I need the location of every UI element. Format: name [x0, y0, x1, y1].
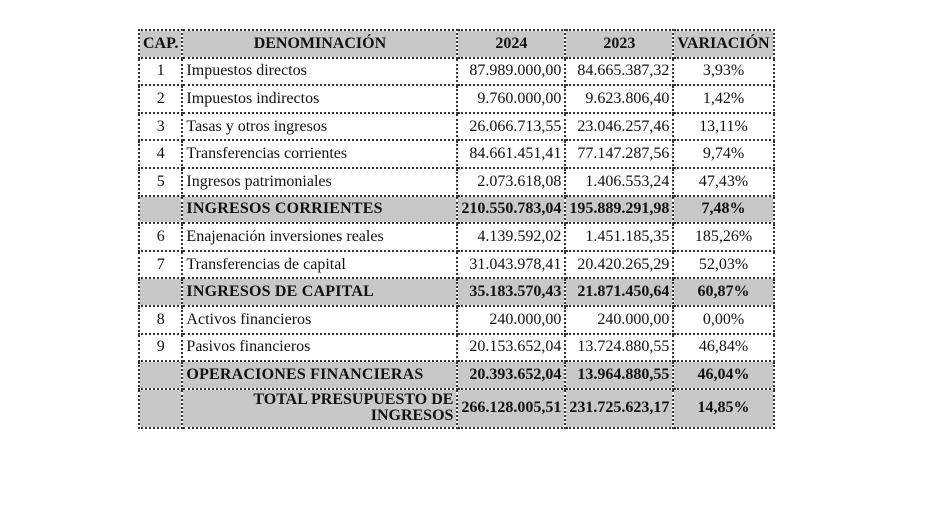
cell-denominacion: Enajenación inversiones reales [182, 223, 457, 251]
cell-2023: 21.871.450,64 [565, 278, 673, 306]
cell-2024: 266.128.005,51 [457, 389, 565, 428]
budget-income-table [138, 29, 775, 429]
cell-2024: 87.989.000,00 [457, 58, 565, 86]
cell-variacion: 1,42% [673, 85, 773, 113]
cell-variacion: 46,84% [673, 334, 773, 362]
cell-variacion: 3,93% [673, 58, 773, 86]
cell-cap: 2 [139, 85, 182, 113]
table-row [139, 334, 774, 362]
cell-2024: 240.000,00 [457, 306, 565, 334]
table-header-row [139, 30, 774, 58]
cell-denominacion: INGRESOS DE CAPITAL [182, 278, 457, 306]
table-row [139, 85, 774, 113]
cell-variacion: 0,00% [673, 306, 773, 334]
cell-variacion: 60,87% [673, 278, 773, 306]
cell-2024: 4.139.592,02 [457, 223, 565, 251]
cell-2024: 9.760.000,00 [457, 85, 565, 113]
cell-denominacion: Transferencias corrientes [182, 140, 457, 168]
cell-cap: 7 [139, 251, 182, 279]
header-2023: 2023 [565, 30, 673, 58]
table-row [139, 58, 774, 86]
cell-variacion: 46,04% [673, 361, 773, 389]
cell-denominacion: Ingresos patrimoniales [182, 168, 457, 196]
cell-variacion: 47,43% [673, 168, 773, 196]
cell-2023: 231.725.623,17 [565, 389, 673, 428]
subtotal-row [139, 196, 774, 224]
header-2024: 2024 [457, 30, 565, 58]
header-cap: CAP. [139, 30, 182, 58]
cell-cap [139, 389, 182, 428]
cell-variacion: 7,48% [673, 196, 773, 224]
cell-denominacion: Transferencias de capital [182, 251, 457, 279]
cell-cap [139, 196, 182, 224]
cell-2023: 1.406.553,24 [565, 168, 673, 196]
total-row [139, 389, 774, 428]
cell-2024: 20.153.652,04 [457, 334, 565, 362]
cell-denominacion: Impuestos indirectos [182, 85, 457, 113]
cell-2023: 195.889.291,98 [565, 196, 673, 224]
cell-2024: 2.073.618,08 [457, 168, 565, 196]
cell-denominacion: TOTAL PRESUPUESTO DE INGRESOS [182, 389, 457, 428]
cell-cap [139, 361, 182, 389]
table-row [139, 251, 774, 279]
cell-2023: 77.147.287,56 [565, 140, 673, 168]
cell-2024: 210.550.783,04 [457, 196, 565, 224]
table-row [139, 113, 774, 141]
cell-2023: 13.724.880,55 [565, 334, 673, 362]
header-variacion: VARIACIÓN [673, 30, 773, 58]
subtotal-row [139, 278, 774, 306]
cell-denominacion: Activos financieros [182, 306, 457, 334]
cell-cap: 8 [139, 306, 182, 334]
cell-cap: 3 [139, 113, 182, 141]
cell-denominacion: INGRESOS CORRIENTES [182, 196, 457, 224]
cell-denominacion: Pasivos financieros [182, 334, 457, 362]
table-row [139, 223, 774, 251]
cell-cap: 5 [139, 168, 182, 196]
cell-denominacion: Impuestos directos [182, 58, 457, 86]
cell-cap: 9 [139, 334, 182, 362]
cell-variacion: 14,85% [673, 389, 773, 428]
cell-cap: 6 [139, 223, 182, 251]
cell-variacion: 9,74% [673, 140, 773, 168]
cell-variacion: 185,26% [673, 223, 773, 251]
table-row [139, 168, 774, 196]
subtotal-row [139, 361, 774, 389]
cell-cap: 4 [139, 140, 182, 168]
cell-cap [139, 278, 182, 306]
cell-variacion: 13,11% [673, 113, 773, 141]
cell-2023: 1.451.185,35 [565, 223, 673, 251]
cell-2023: 23.046.257,46 [565, 113, 673, 141]
cell-2024: 31.043.978,41 [457, 251, 565, 279]
cell-variacion: 52,03% [673, 251, 773, 279]
cell-cap: 1 [139, 58, 182, 86]
cell-2024: 84.661.451,41 [457, 140, 565, 168]
cell-2024: 35.183.570,43 [457, 278, 565, 306]
table-row [139, 306, 774, 334]
cell-2023: 84.665.387,32 [565, 58, 673, 86]
header-denominacion: DENOMINACIÓN [182, 30, 457, 58]
cell-2023: 9.623.806,40 [565, 85, 673, 113]
cell-2024: 26.066.713,55 [457, 113, 565, 141]
table-row [139, 140, 774, 168]
cell-2023: 240.000,00 [565, 306, 673, 334]
cell-2023: 13.964.880,55 [565, 361, 673, 389]
cell-denominacion: OPERACIONES FINANCIERAS [182, 361, 457, 389]
cell-2023: 20.420.265,29 [565, 251, 673, 279]
cell-2024: 20.393.652,04 [457, 361, 565, 389]
cell-denominacion: Tasas y otros ingresos [182, 113, 457, 141]
